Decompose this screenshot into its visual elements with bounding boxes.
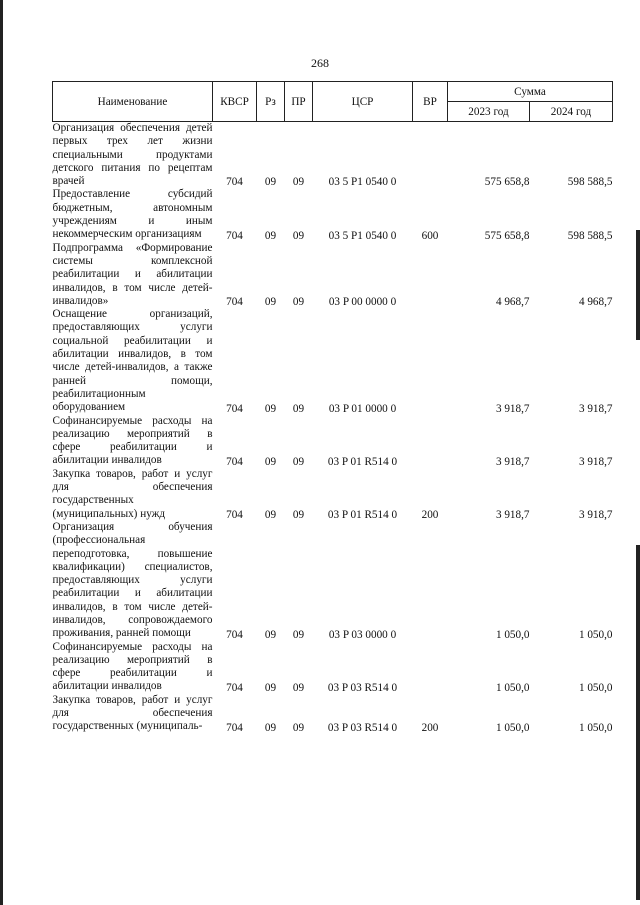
row-vr: [413, 242, 448, 308]
row-rz: 09: [264, 721, 277, 734]
row-vr: 200: [421, 721, 439, 734]
row-sum-2024: 1 050,0: [578, 628, 613, 641]
table-row: [53, 122, 613, 189]
row-sum-2024: 3 918,7: [578, 402, 613, 415]
row-sum-2024: 4 968,7: [578, 296, 613, 309]
row-sum-2023: 1 050,0: [495, 721, 530, 734]
row-rz: 09: [264, 176, 277, 189]
table-row: [53, 415, 613, 468]
row-sum-2024: 598 588,5: [567, 176, 613, 189]
row-vr: [413, 641, 448, 694]
budget-table: [52, 81, 613, 734]
row-vr: [413, 521, 448, 641]
row-rz: 09: [264, 681, 277, 694]
row-sum-2023: 4 968,7: [495, 296, 530, 309]
row-vr: [413, 308, 448, 414]
row-vr: 600: [421, 229, 439, 242]
row-csr: 03 P 03 0000 0: [328, 628, 397, 641]
row-rz: 09: [264, 402, 277, 415]
row-kvsr: 704: [226, 628, 243, 641]
row-sum-2023: 1 050,0: [495, 681, 530, 694]
row-name: Предоставление субсидий бюджетным, автономным учреждениям и иным некоммерческим организациям: [52, 188, 213, 241]
scan-right-edge-upper: [636, 230, 640, 340]
row-csr: 03 P 01 0000 0: [328, 402, 397, 415]
row-kvsr: 704: [226, 721, 243, 734]
row-sum-2024: 598 588,5: [567, 229, 613, 242]
row-sum-2023: 1 050,0: [495, 628, 530, 641]
header-kvsr: КВСР: [213, 82, 257, 122]
row-csr: 03 5 P1 0540 0: [328, 229, 397, 242]
row-kvsr: 704: [226, 402, 243, 415]
row-rz: 09: [264, 508, 277, 521]
row-csr: 03 P 01 R514 0: [327, 508, 398, 521]
row-pr: 09: [292, 296, 305, 309]
row-sum-2023: 3 918,7: [495, 508, 530, 521]
table-row: [53, 641, 613, 694]
table-row: [53, 308, 613, 414]
row-kvsr: 704: [226, 455, 243, 468]
header-name: Наименование: [53, 82, 213, 122]
row-rz: 09: [264, 455, 277, 468]
row-kvsr: 704: [226, 508, 243, 521]
row-name: Закупка товаров, работ и услуг для обеспечения государственных (муниципальных) нужд: [52, 467, 213, 520]
table-row: [53, 188, 613, 241]
page-number: 268: [311, 56, 329, 70]
row-csr: 03 P 00 0000 0: [328, 296, 397, 309]
row-csr: 03 P 01 R514 0: [327, 455, 398, 468]
header-csr: ЦСР: [313, 82, 413, 122]
row-rz: 09: [264, 296, 277, 309]
row-name: Оснащение организаций, предоставляющих услуги социальной реабилитации и абилитации инвалидов, в том числе детей-инвалидов, а также ранней помощи, реабилитационным оборудованием: [52, 308, 213, 414]
header-pr: ПР: [285, 82, 313, 122]
row-pr: 09: [292, 721, 305, 734]
row-sum-2023: 575 658,8: [484, 229, 530, 242]
row-sum-2024: 1 050,0: [578, 721, 613, 734]
row-csr: 03 P 03 R514 0: [327, 681, 398, 694]
row-sum-2023: 3 918,7: [495, 402, 530, 415]
row-name: Закупка товаров, работ и услуг для обеспечения государственных (муниципаль-: [52, 693, 213, 733]
table-row: [53, 521, 613, 641]
row-kvsr: 704: [226, 681, 243, 694]
row-csr: 03 P 03 R514 0: [327, 721, 398, 734]
table-row: [53, 242, 613, 308]
row-kvsr: 704: [226, 176, 243, 189]
row-pr: 09: [292, 628, 305, 641]
row-pr: 09: [292, 455, 305, 468]
row-pr: 09: [292, 681, 305, 694]
header-year-2024: 2024 год: [530, 102, 613, 122]
row-rz: 09: [264, 628, 277, 641]
header-vr: ВР: [413, 82, 448, 122]
table-row: [53, 694, 613, 734]
row-sum-2024: 1 050,0: [578, 681, 613, 694]
row-name: Софинансируемые расходы на реализацию мероприятий в сфере реабилитации и абилитации инвалидов: [52, 640, 213, 693]
table-header: [53, 82, 613, 122]
scan-left-edge: [0, 0, 3, 905]
row-sum-2023: 575 658,8: [484, 176, 530, 189]
row-sum-2024: 3 918,7: [578, 455, 613, 468]
row-csr: 03 5 P1 0540 0: [328, 176, 397, 189]
row-kvsr: 704: [226, 296, 243, 309]
row-sum-2023: 3 918,7: [495, 455, 530, 468]
row-pr: 09: [292, 176, 305, 189]
row-pr: 09: [292, 229, 305, 242]
row-pr: 09: [292, 402, 305, 415]
header-sum: Сумма: [448, 82, 613, 102]
header-year-2023: 2023 год: [448, 102, 530, 122]
row-rz: 09: [264, 229, 277, 242]
row-pr: 09: [292, 508, 305, 521]
row-vr: [413, 415, 448, 468]
row-vr: [413, 122, 448, 189]
row-vr: 200: [421, 508, 439, 521]
row-name: Подпрограмма «Формирование системы комплексной реабилитации и абилитации инвалидов, в том числе детей-инвалидов»: [52, 241, 213, 307]
row-name: Организация обучения (профессиональная переподготовка, повышение квалификации) специалистов, предоставляющих услуги реабилитации и абилитации инвалидов, в том числе детей-инвалидов, сопровождаемого проживания, ранней помощи: [52, 520, 213, 640]
row-name: Организация обеспечения детей первых трех лет жизни специальными продуктами детского питания по рецептам врачей: [52, 122, 213, 188]
row-name: Софинансируемые расходы на реализацию мероприятий в сфере реабилитации и абилитации инвалидов: [52, 414, 213, 467]
header-rz: Рз: [257, 82, 285, 122]
row-kvsr: 704: [226, 229, 243, 242]
table-row: [53, 468, 613, 521]
scan-right-edge-lower: [636, 545, 640, 900]
row-sum-2024: 3 918,7: [578, 508, 613, 521]
